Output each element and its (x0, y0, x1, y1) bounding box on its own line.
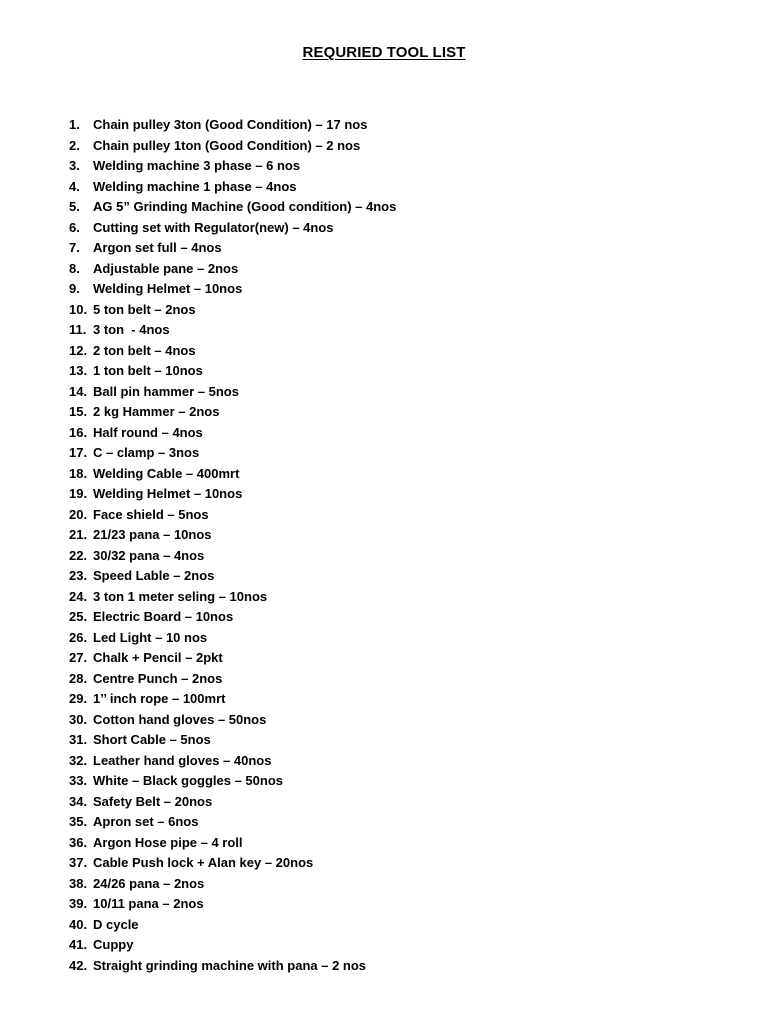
list-item (69, 484, 396, 505)
list-item-text: Argon set full – 4nos (93, 240, 222, 255)
list-item (69, 566, 396, 587)
list-item-number: 25. (69, 609, 88, 624)
list-item-number: 15. (69, 404, 88, 419)
list-item (69, 115, 396, 136)
list-item (69, 833, 396, 854)
list-item (69, 812, 396, 833)
list-item-number: 16. (69, 424, 88, 440)
list-item-number: 26. (69, 629, 88, 645)
list-item (69, 402, 396, 423)
list-item (69, 587, 396, 608)
list-item-number: 4. (69, 178, 80, 194)
list-item (69, 156, 396, 177)
list-item-number: 36. (69, 834, 88, 850)
list-item-number: 37. (69, 855, 88, 870)
document-title-text: REQURIED TOOL LIST (302, 44, 466, 61)
list-item-number: 3. (69, 158, 80, 173)
list-item-text: 2 kg Hammer – 2nos (93, 404, 220, 419)
list-item-text: 3 ton 1 meter seling – 10nos (93, 588, 268, 604)
list-item-number: 11. (69, 322, 87, 337)
list-item-number: 21. (69, 527, 88, 542)
list-item (69, 361, 396, 382)
list-item-text: Cuppy (93, 937, 134, 952)
list-item (69, 423, 396, 444)
list-item (69, 525, 396, 546)
list-item-number: 28. (69, 670, 88, 686)
list-item-text: 1’’ inch rope – 100mrt (93, 691, 226, 706)
list-item-number: 5. (69, 199, 80, 214)
list-item-number: 2. (69, 137, 80, 153)
list-item-text: Chalk + Pencil – 2pkt (93, 650, 223, 665)
list-item-number: 9. (69, 281, 80, 296)
list-item (69, 689, 396, 710)
list-item (69, 259, 396, 280)
list-item (69, 546, 396, 567)
list-item (69, 935, 396, 956)
list-item-text: White – Black goggles – 50nos (93, 773, 283, 788)
list-item (69, 874, 396, 895)
list-item (69, 628, 396, 649)
list-item-text: Cable Push lock + Alan key – 20nos (93, 855, 314, 870)
list-item-text: Apron set – 6nos (93, 814, 199, 829)
list-item-text: Safety Belt – 20nos (93, 793, 213, 809)
list-item (69, 669, 396, 690)
list-item-text: Welding machine 1 phase – 4nos (93, 178, 297, 194)
list-item (69, 751, 396, 772)
list-item-text: Argon Hose pipe – 4 roll (93, 834, 243, 850)
list-item-number: 22. (69, 547, 88, 563)
list-item (69, 382, 396, 403)
list-item-number: 13. (69, 363, 88, 378)
list-item (69, 730, 396, 751)
list-item (69, 279, 396, 300)
list-item-text: Ball pin hammer – 5nos (93, 383, 239, 399)
list-item-text: Short Cable – 5nos (93, 732, 211, 747)
list-item-number: 24. (69, 588, 88, 604)
list-item-number: 40. (69, 916, 88, 932)
list-item (69, 136, 396, 157)
list-item-number: 30. (69, 711, 88, 727)
list-item-text: Chain pulley 3ton (Good Condition) – 17 nos (93, 117, 368, 132)
list-item-text: Half round – 4nos (93, 424, 203, 440)
list-item-text: 30/32 pana – 4nos (93, 547, 205, 563)
list-item-text: C – clamp – 3nos (93, 445, 200, 460)
list-item (69, 218, 396, 239)
list-item (69, 771, 396, 792)
list-item-number: 31. (69, 732, 88, 747)
list-item-number: 7. (69, 240, 80, 255)
list-item-number: 32. (69, 752, 88, 768)
list-item-text: 24/26 pana – 2nos (93, 875, 205, 891)
list-item-number: 20. (69, 506, 88, 522)
list-item-number: 19. (69, 486, 88, 501)
list-item-text: Welding Cable – 400mrt (93, 465, 240, 481)
list-item (69, 320, 396, 341)
list-item-text: Cutting set with Regulator(new) – 4nos (93, 219, 334, 235)
list-item-number: 29. (69, 691, 88, 706)
list-item (69, 443, 396, 464)
list-item (69, 894, 396, 915)
list-item-text: Welding machine 3 phase – 6 nos (93, 158, 301, 173)
list-item-text: 5 ton belt – 2nos (93, 301, 196, 317)
list-item-text: Centre Punch – 2nos (93, 670, 223, 686)
list-item-text: Leather hand gloves – 40nos (93, 752, 272, 768)
list-item-number: 42. (69, 957, 88, 973)
list-item (69, 341, 396, 362)
list-item-number: 6. (69, 219, 80, 235)
list-item-text: Adjustable pane – 2nos (93, 260, 239, 276)
list-item (69, 648, 396, 669)
list-item (69, 197, 396, 218)
list-item-number: 41. (69, 937, 88, 952)
tool-list (69, 115, 396, 976)
list-item (69, 300, 396, 321)
list-item (69, 607, 396, 628)
list-item-text: Chain pulley 1ton (Good Condition) – 2 nos (93, 137, 361, 153)
list-item (69, 915, 396, 936)
list-item-text: 10/11 pana – 2nos (93, 896, 204, 911)
list-item-text: Led Light – 10 nos (93, 629, 208, 645)
list-item-number: 33. (69, 773, 88, 788)
list-item-text: 21/23 pana – 10nos (93, 527, 212, 542)
list-item (69, 710, 396, 731)
list-item-text: D cycle (93, 916, 139, 932)
list-item-number: 17. (69, 445, 88, 460)
list-item-number: 12. (69, 342, 88, 358)
list-item-number: 34. (69, 793, 88, 809)
list-item (69, 853, 396, 874)
list-item-number: 1. (69, 117, 80, 132)
list-item-number: 38. (69, 875, 88, 891)
list-item (69, 956, 396, 977)
list-item-number: 8. (69, 260, 80, 276)
list-item-number: 27. (69, 650, 88, 665)
list-item-number: 35. (69, 814, 88, 829)
list-item-text: Straight grinding machine with pana – 2 nos (93, 957, 367, 973)
list-item-text: Electric Board – 10nos (93, 609, 234, 624)
list-item-number: 14. (69, 383, 88, 399)
list-item-number: 23. (69, 568, 88, 583)
list-item (69, 177, 396, 198)
list-item-text: 1 ton belt – 10nos (93, 363, 203, 378)
list-item (69, 792, 396, 813)
document-title (0, 44, 768, 61)
list-item-text: Welding Helmet – 10nos (93, 281, 243, 296)
list-item-text: Cotton hand gloves – 50nos (93, 711, 267, 727)
list-item-number: 39. (69, 896, 88, 911)
list-item-text: AG 5” Grinding Machine (Good condition) – 4nos (93, 199, 397, 214)
list-item (69, 464, 396, 485)
list-item-number: 10. (69, 301, 88, 317)
list-item-text: 3 ton - 4nos (93, 322, 170, 337)
list-item-text: 2 ton belt – 4nos (93, 342, 196, 358)
list-item (69, 505, 396, 526)
list-item-number: 18. (69, 465, 88, 481)
list-item-text: Welding Helmet – 10nos (93, 486, 243, 501)
list-item-text: Face shield – 5nos (93, 506, 209, 522)
list-item (69, 238, 396, 259)
list-item-text: Speed Lable – 2nos (93, 568, 215, 583)
